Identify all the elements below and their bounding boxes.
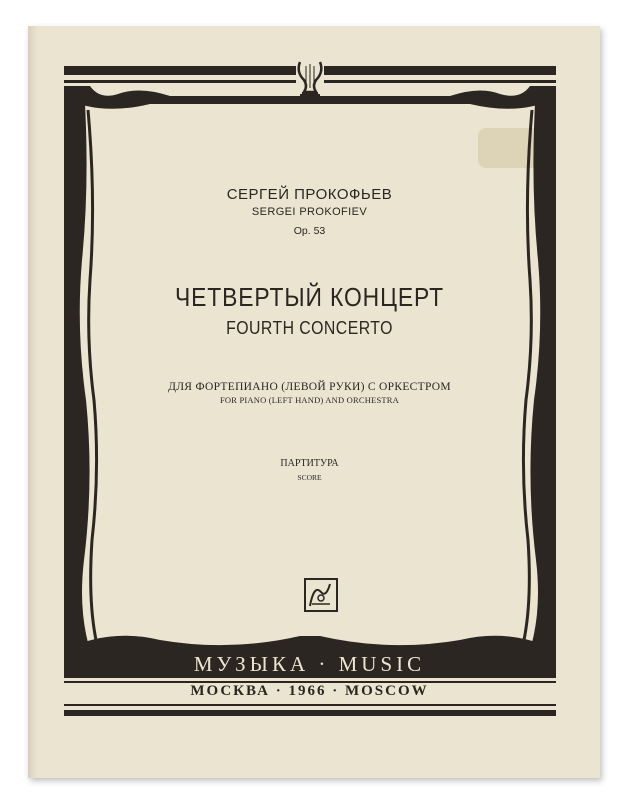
city-year-line: МОСКВА · 1966 · MOSCOW — [190, 683, 429, 699]
score-label-english: SCORE — [297, 473, 322, 482]
city-line-bottom-rule — [64, 704, 556, 706]
frame-right-side — [530, 86, 556, 650]
title-english: FOURTH CONCERTO — [226, 318, 393, 338]
score-label-russian: ПАРТИТУРА — [280, 458, 339, 469]
publisher-logo-icon — [304, 578, 338, 612]
opus-number: Op. 53 — [293, 225, 326, 237]
lyre-icon — [296, 58, 324, 96]
frame-bottom-band — [64, 710, 556, 716]
author-name-russian: СЕРГЕЙ ПРОКОФЬЕВ — [226, 186, 393, 203]
title-russian: ЧЕТВЕРТЫЙ КОНЦЕРТ — [174, 282, 445, 312]
frame-left-side — [64, 86, 90, 650]
author-name-english: SERGEI PROKOFIEV — [251, 206, 368, 218]
instrumentation-english: FOR PIANO (LEFT HAND) AND ORCHESTRA — [220, 395, 399, 405]
publisher-name: МУЗЫКА · MUSIC — [193, 652, 426, 676]
instrumentation-russian: ДЛЯ ФОРТЕПИАНО (ЛЕВОЙ РУКИ) С ОРКЕСТРОМ — [168, 381, 451, 393]
